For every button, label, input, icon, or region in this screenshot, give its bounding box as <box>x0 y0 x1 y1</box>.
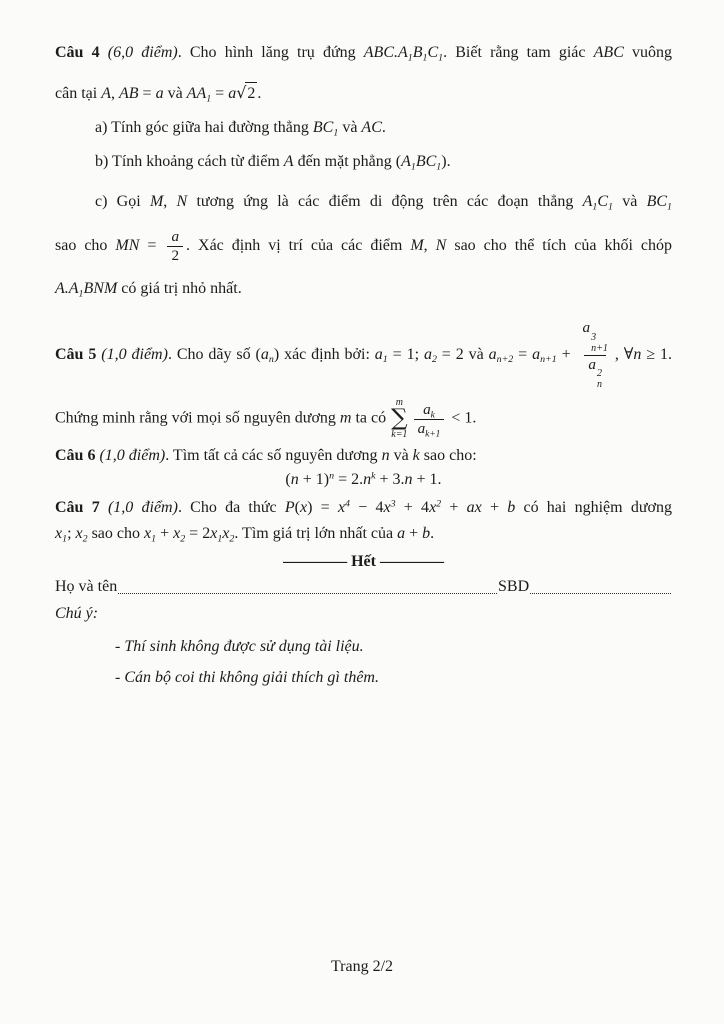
sbd-label: SBD <box>498 577 530 595</box>
question-4-line-6: sao cho MN = $\frac{a}{2}$ . Xác định vị trí của các điểm M, N sao cho thể tích của khối chóp <box>55 228 673 264</box>
question-4-item-a: a) Tính góc giữa hai đường thẳng $BC_1$ và AC. <box>95 119 386 139</box>
note-1: - Thí sinh không được sử dụng tài liệu. <box>115 637 364 655</box>
question-4-line-7: $A.A_1BNM$ có giá trị nhỏ nhất. <box>55 279 242 300</box>
note-2: - Cán bộ coi thi không giải thích gì thêm. <box>115 668 379 686</box>
question-6-line-1: Câu 6 (1,0 điểm). Tìm tất cả các số nguyên dương n và k sao cho: <box>55 446 477 464</box>
question-7-line-2: $x_1$; $x_2$ sao cho $x_1 + x_2 = 2x_1x_2$. Tìm giá trị lớn nhất của a + b. <box>55 524 435 545</box>
page-number: Trang 2/2 <box>330 958 394 975</box>
question-4-item-c: c) Gọi M, N tương ứng là các điểm di động trên các đoạn thẳng $A_1C_1$ và $BC_1$ <box>95 193 672 213</box>
question-4-line-1: Câu 4 (6,0 điểm). Cho hình lăng trụ đứng $ABC.A_1B_1C_1$. Biết rằng tam giác ABC vuông <box>55 44 673 64</box>
end-label: Hết <box>351 552 376 570</box>
notes-heading: Chú ý: <box>55 604 99 622</box>
name-label: Họ và tên <box>55 577 118 595</box>
name-sbd-row <box>55 576 672 598</box>
exam-content <box>55 42 672 689</box>
question-7-line-1: Câu 7 (1,0 điểm). Cho đa thức $P(x) = x^4 - 4x^3 + 4x^2$ + ax + b có hai nghiệm dương <box>55 498 672 516</box>
end-separator <box>55 551 672 573</box>
sbd-dotted-line <box>530 593 671 594</box>
end-dash-right: ———— <box>375 552 444 570</box>
question-4-line-2: cân tại A, AB = a và $AA_1 = a√2$ . <box>55 83 262 105</box>
end-dash-left: ———— <box>283 552 352 570</box>
question-4-item-b: b) Tính khoảng cách từ điểm A đến mặt phẳng $(A_1BC_1)$. <box>95 153 451 173</box>
question-6-equation: $(n + 1)^n = 2.n^k + 3.n + 1$. <box>285 470 442 488</box>
question-5-line-2: Chứng minh rằng với mọi số nguyên dương m ta có m ∑ k=1 $\frac{a_k}{a_{k+1}}$ < 1. <box>55 397 477 440</box>
question-5-line-1: Câu 5 (1,0 điểm). Cho dãy số $(a_n)$ xác định bởi: $a_1 = 1$; $a_2 = 2$ và $a_{n+2} = a_{n+1}$ + a 3 n+1 a 2 n , ∀n ≥ 1. <box>55 318 673 391</box>
name-dotted-line <box>118 593 497 594</box>
